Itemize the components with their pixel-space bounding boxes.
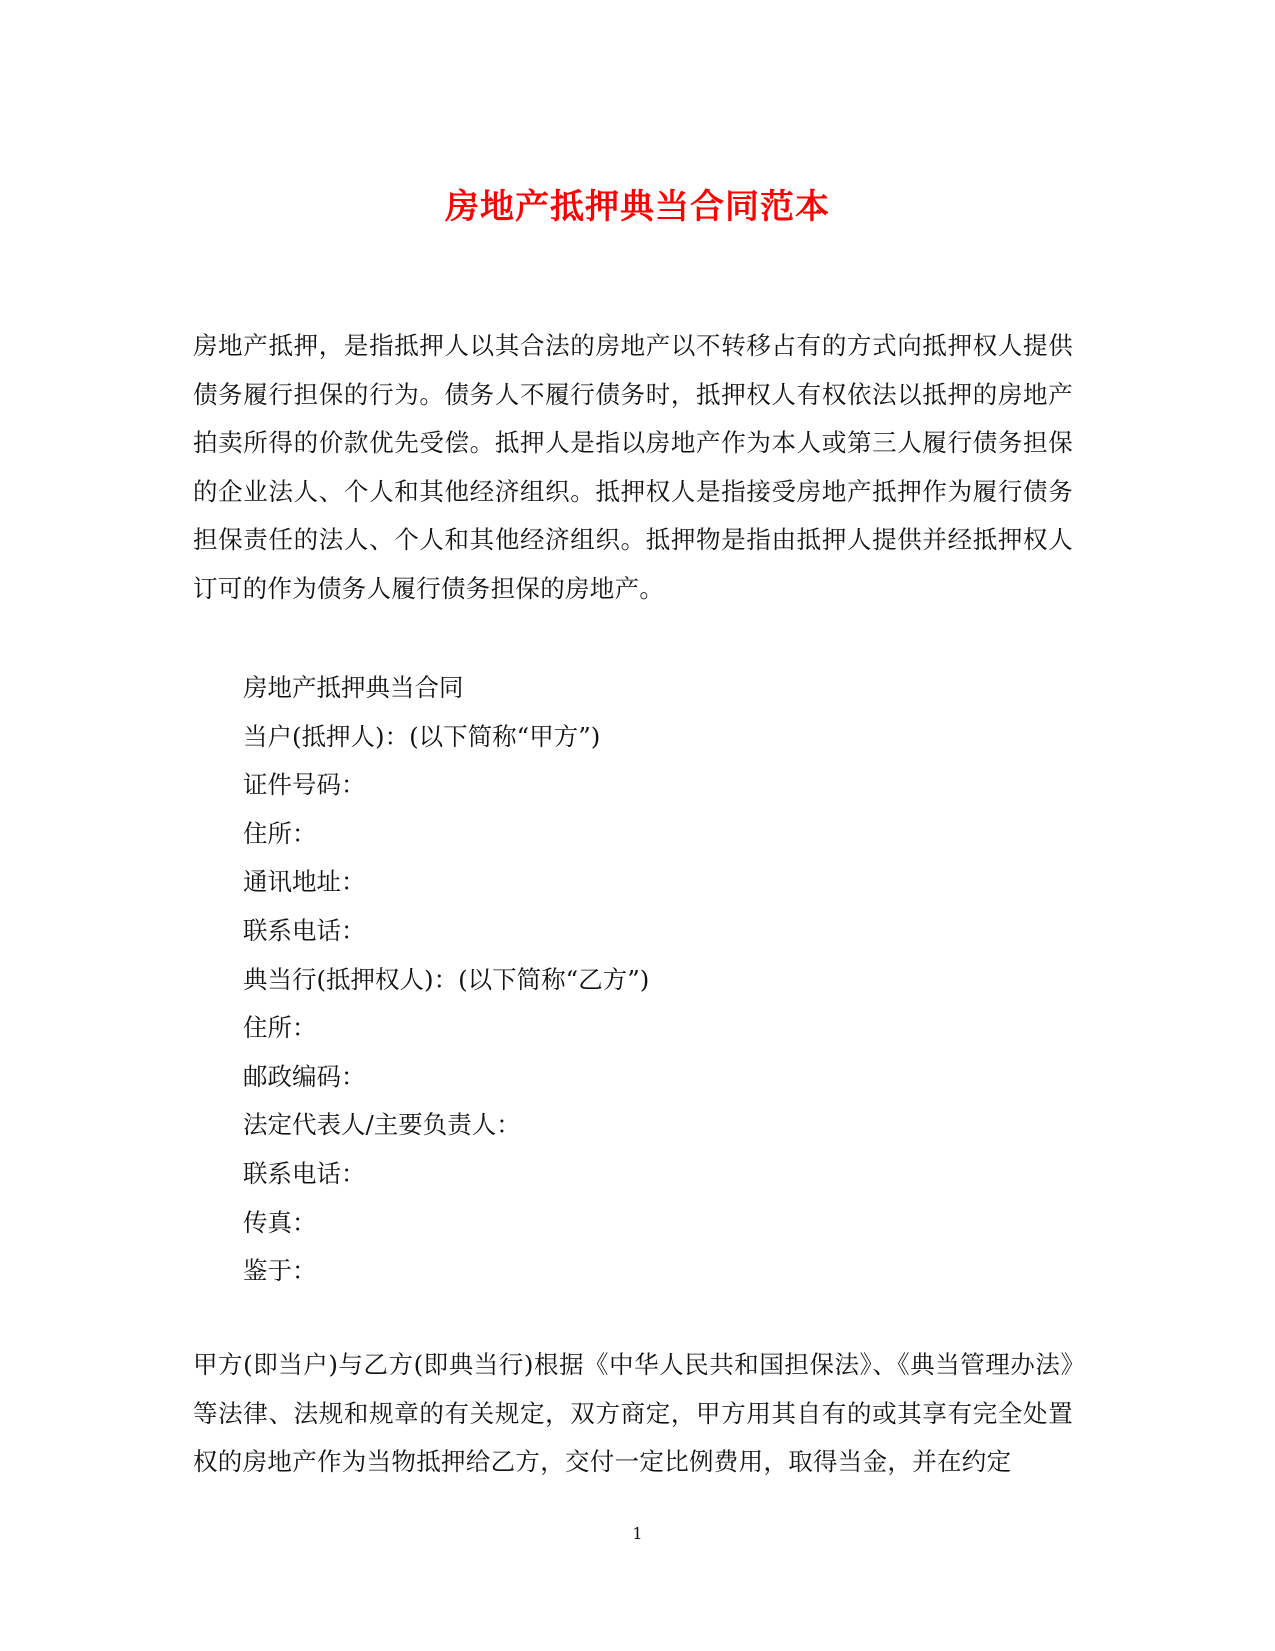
mailing-address-line: 通讯地址： [243, 867, 366, 897]
contract-heading: 房地产抵押典当合同 [243, 673, 464, 702]
intro-paragraph: 房地产抵押，是指抵押人以其合法的房地产以不转移占有的方式向抵押权人提供债务履行担保的行为。债务人不履行债务时，抵押权人有权依法以抵押的房地产拍卖所得的价款优先受偿。抵押人是指以房地产作为本人或第三人履行债务担保的企业法人、个人和其他经济组织。抵押权人是指接受房地产抵押作为履行债务担保责任的法人、个人和其他经济组织。抵押物是指由抵押人提供并经抵押权人订可的作为债务人履行债务担保的房地产。 [193, 331, 1073, 603]
document-title: 房地产抵押典当合同范本 [445, 186, 830, 227]
whereas-line: 鉴于： [243, 1256, 317, 1286]
fax-line: 传真： [243, 1207, 317, 1237]
page-number: 1 [632, 1524, 643, 1543]
body-paragraph: 甲方(即当户)与乙方(即典当行)根据《中华人民共和国担保法》、《典当管理办法》等法律、法规和规章的有关规定，双方商定，甲方用其自有的或其享有完全处置权的房地产作为当物抵押给乙方，交付一定比例费用，取得当金，并在约定 [193, 1350, 1073, 1476]
contract-party-list [243, 664, 1063, 1296]
pledgor-line: 当户(抵押人)：(以下简称“甲方”) [243, 721, 601, 751]
postal-code-line: 邮政编码： [243, 1061, 366, 1091]
id-number-line: 证件号码： [243, 770, 366, 800]
pledgor-address-line: 住所： [243, 818, 317, 848]
pawnshop-address-line: 住所： [243, 1013, 317, 1043]
pawnshop-phone-line: 联系电话： [243, 1158, 366, 1188]
legal-representative-line: 法定代表人/主要负责人： [243, 1110, 521, 1140]
pledgor-phone-line: 联系电话： [243, 915, 366, 945]
pawnshop-line: 典当行(抵押权人)：(以下简称“乙方”) [243, 964, 650, 994]
